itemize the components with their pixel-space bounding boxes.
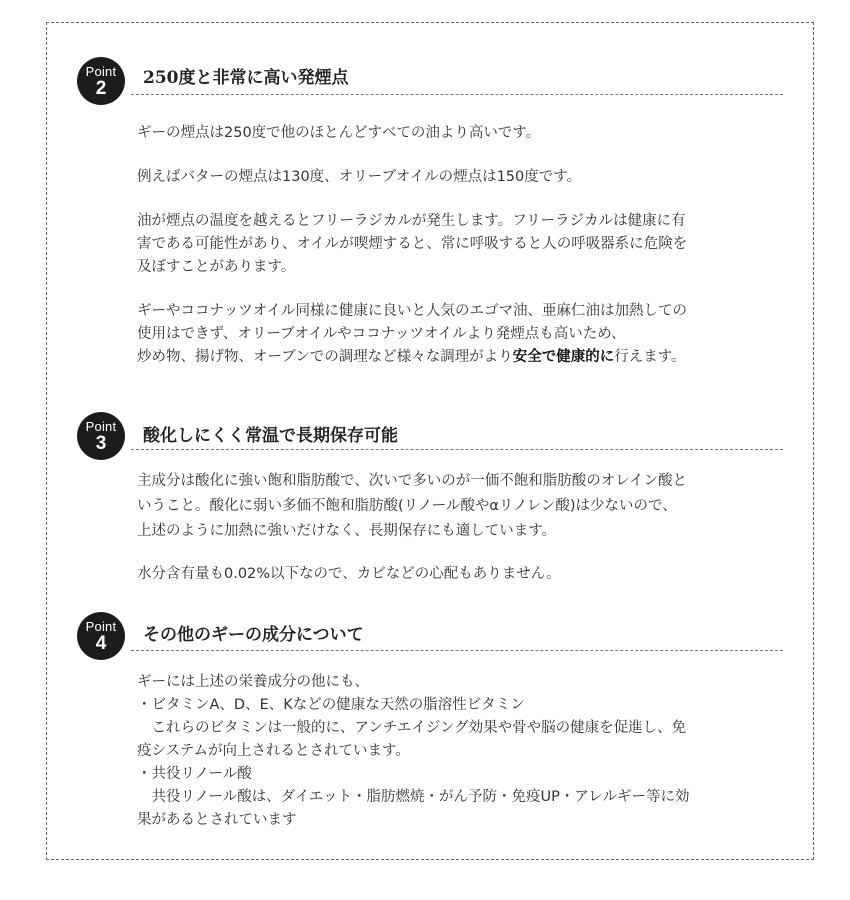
paragraph-line: 及ぼすことがあります。 <box>137 259 296 275</box>
point-badge <box>77 412 125 460</box>
point-badge <box>77 57 125 105</box>
paragraph-line: いうこと。酸化に弱い多価不飽和脂肪酸(リノール酸やαリノレン酸)は少ないので、 <box>137 498 677 514</box>
section-title: その他のギーの成分について <box>143 625 364 645</box>
paragraph-line: 疫システムが向上されるとされています。 <box>137 743 410 759</box>
paragraph: ギーの煙点は250度で他のほとんどすべての油より高いです。 <box>137 125 541 141</box>
emphasis-text: 安全で健康的に <box>512 349 615 365</box>
paragraph-line: 害である可能性があり、オイルが喫煙すると、常に呼吸すると人の呼吸器系に危険を <box>137 236 688 252</box>
paragraph-line <box>137 346 773 369</box>
text-run: 炒め物、揚げ物、オーブンでの調理など様々な調理がより <box>137 349 513 365</box>
section-divider <box>131 449 783 450</box>
paragraph-line: 共役リノール酸は、ダイエット・脂肪燃焼・がん予防・免疫UP・アレルギー等に効 <box>137 789 690 805</box>
paragraph-line: ギーやココナッツオイル同様に健康に良いと人気のエゴマ油、亜麻仁油は加熱しての <box>137 303 687 319</box>
text-run: 行えます。 <box>614 349 686 365</box>
section-body <box>137 671 773 832</box>
list-item: ・ビタミンA、D、E、Kなどの健康な天然の脂溶性ビタミン <box>137 697 525 713</box>
paragraph-line: 主成分は酸化に強い飽和脂肪酸で、次いで多いのが一価不飽和脂肪酸のオレイン酸と <box>137 473 687 489</box>
point-badge-label: Point <box>85 64 117 79</box>
section-title: 250度と非常に高い発煙点 <box>143 68 349 88</box>
point-badge-number: 2 <box>95 78 107 99</box>
paragraph: 水分含有量も0.02%以下なので、カビなどの心配もありません。 <box>137 566 561 582</box>
point-badge-label: Point <box>85 419 117 434</box>
paragraph <box>137 300 773 369</box>
section-title: 酸化しにくく常温で長期保存可能 <box>143 426 398 446</box>
section-divider <box>131 650 783 651</box>
point-badge-number: 4 <box>95 633 107 654</box>
paragraph-line: 使用はできず、オリーブオイルやココナッツオイルより発煙点も高いため、 <box>137 326 626 342</box>
paragraph-line: 上述のように加熱に強いだけなく、長期保存にも適しています。 <box>137 523 557 539</box>
section-body <box>137 469 773 586</box>
list-item: ・共役リノール酸 <box>137 766 252 782</box>
paragraph <box>137 210 773 279</box>
section-body <box>137 122 773 369</box>
section-divider <box>131 94 783 95</box>
paragraph-line: 果があるとされています <box>137 812 297 828</box>
point-badge <box>77 612 125 660</box>
paragraph-line: これらのビタミンは一般的に、アンチエイジング効果や骨や脳の健康を促進し、免 <box>137 720 687 736</box>
paragraph-line: 油が煙点の温度を越えるとフリーラジカルが発生します。フリーラジカルは健康に有 <box>137 213 686 229</box>
paragraph: 例えばバターの煙点は130度、オリーブオイルの煙点は150度です。 <box>137 169 582 185</box>
content-frame <box>46 22 814 860</box>
point-badge-number: 3 <box>95 433 107 454</box>
point-badge-label: Point <box>85 619 117 634</box>
paragraph-line: ギーには上述の栄養成分の他にも、 <box>137 674 369 690</box>
